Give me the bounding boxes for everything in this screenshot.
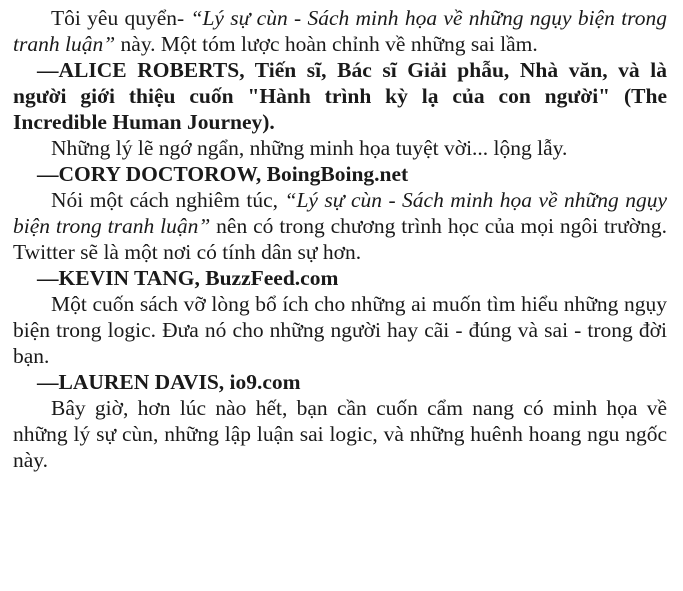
book-title: “Lý sự cùn - Sách minh họa về những ngụy biện trong tranh luận” <box>13 6 667 56</box>
blurb-quote <box>13 187 667 265</box>
blurb-attribution: —ALICE ROBERTS, Tiến sĩ, Bác sĩ Giải phẫu, Nhà văn, và là người giới thiệu cuốn "Hành trình kỳ lạ của con người" (The Incredible Human Journey). <box>13 58 667 134</box>
blurb-quote <box>13 291 667 369</box>
quote-text: này. Một tóm lược hoàn chỉnh về những sai lầm. <box>115 32 538 56</box>
blurb-quote <box>13 135 667 161</box>
quote-text: Một cuốn sách vỡ lòng bổ ích cho những ai muốn tìm hiểu những ngụy biện trong logic. Đưa nó cho những người hay cãi - đúng và sai - trong đời bạn. <box>13 292 667 368</box>
blurb-attribution: —LAUREN DAVIS, io9.com <box>37 370 301 394</box>
blurb-attribution: —KEVIN TANG, BuzzFeed.com <box>37 266 339 290</box>
blurb-attribution: —CORY DOCTOROW, BoingBoing.net <box>37 162 409 186</box>
praise-page <box>13 5 667 473</box>
quote-text: Những lý lẽ ngớ ngẩn, những minh họa tuyệt vời... lộng lẫy. <box>51 136 568 160</box>
quote-text: Tôi yêu quyển- <box>51 6 191 30</box>
blurb-quote <box>13 5 667 57</box>
quote-text: nên có trong chương trình học của mọi ngôi trường. Twitter sẽ là một nơi có tính dân sự hơn. <box>13 214 667 264</box>
quote-text: Bây giờ, hơn lúc nào hết, bạn cần cuốn cẩm nang có minh họa về những lý sự cùn, những lập luận sai logic, và những huênh hoang ngu ngốc này. <box>13 396 667 472</box>
blurb-quote <box>13 395 667 473</box>
quote-text: Nói một cách nghiêm túc, <box>51 188 285 212</box>
book-title: “Lý sự cùn - Sách minh họa về những ngụy biện trong tranh luận” <box>13 188 667 238</box>
